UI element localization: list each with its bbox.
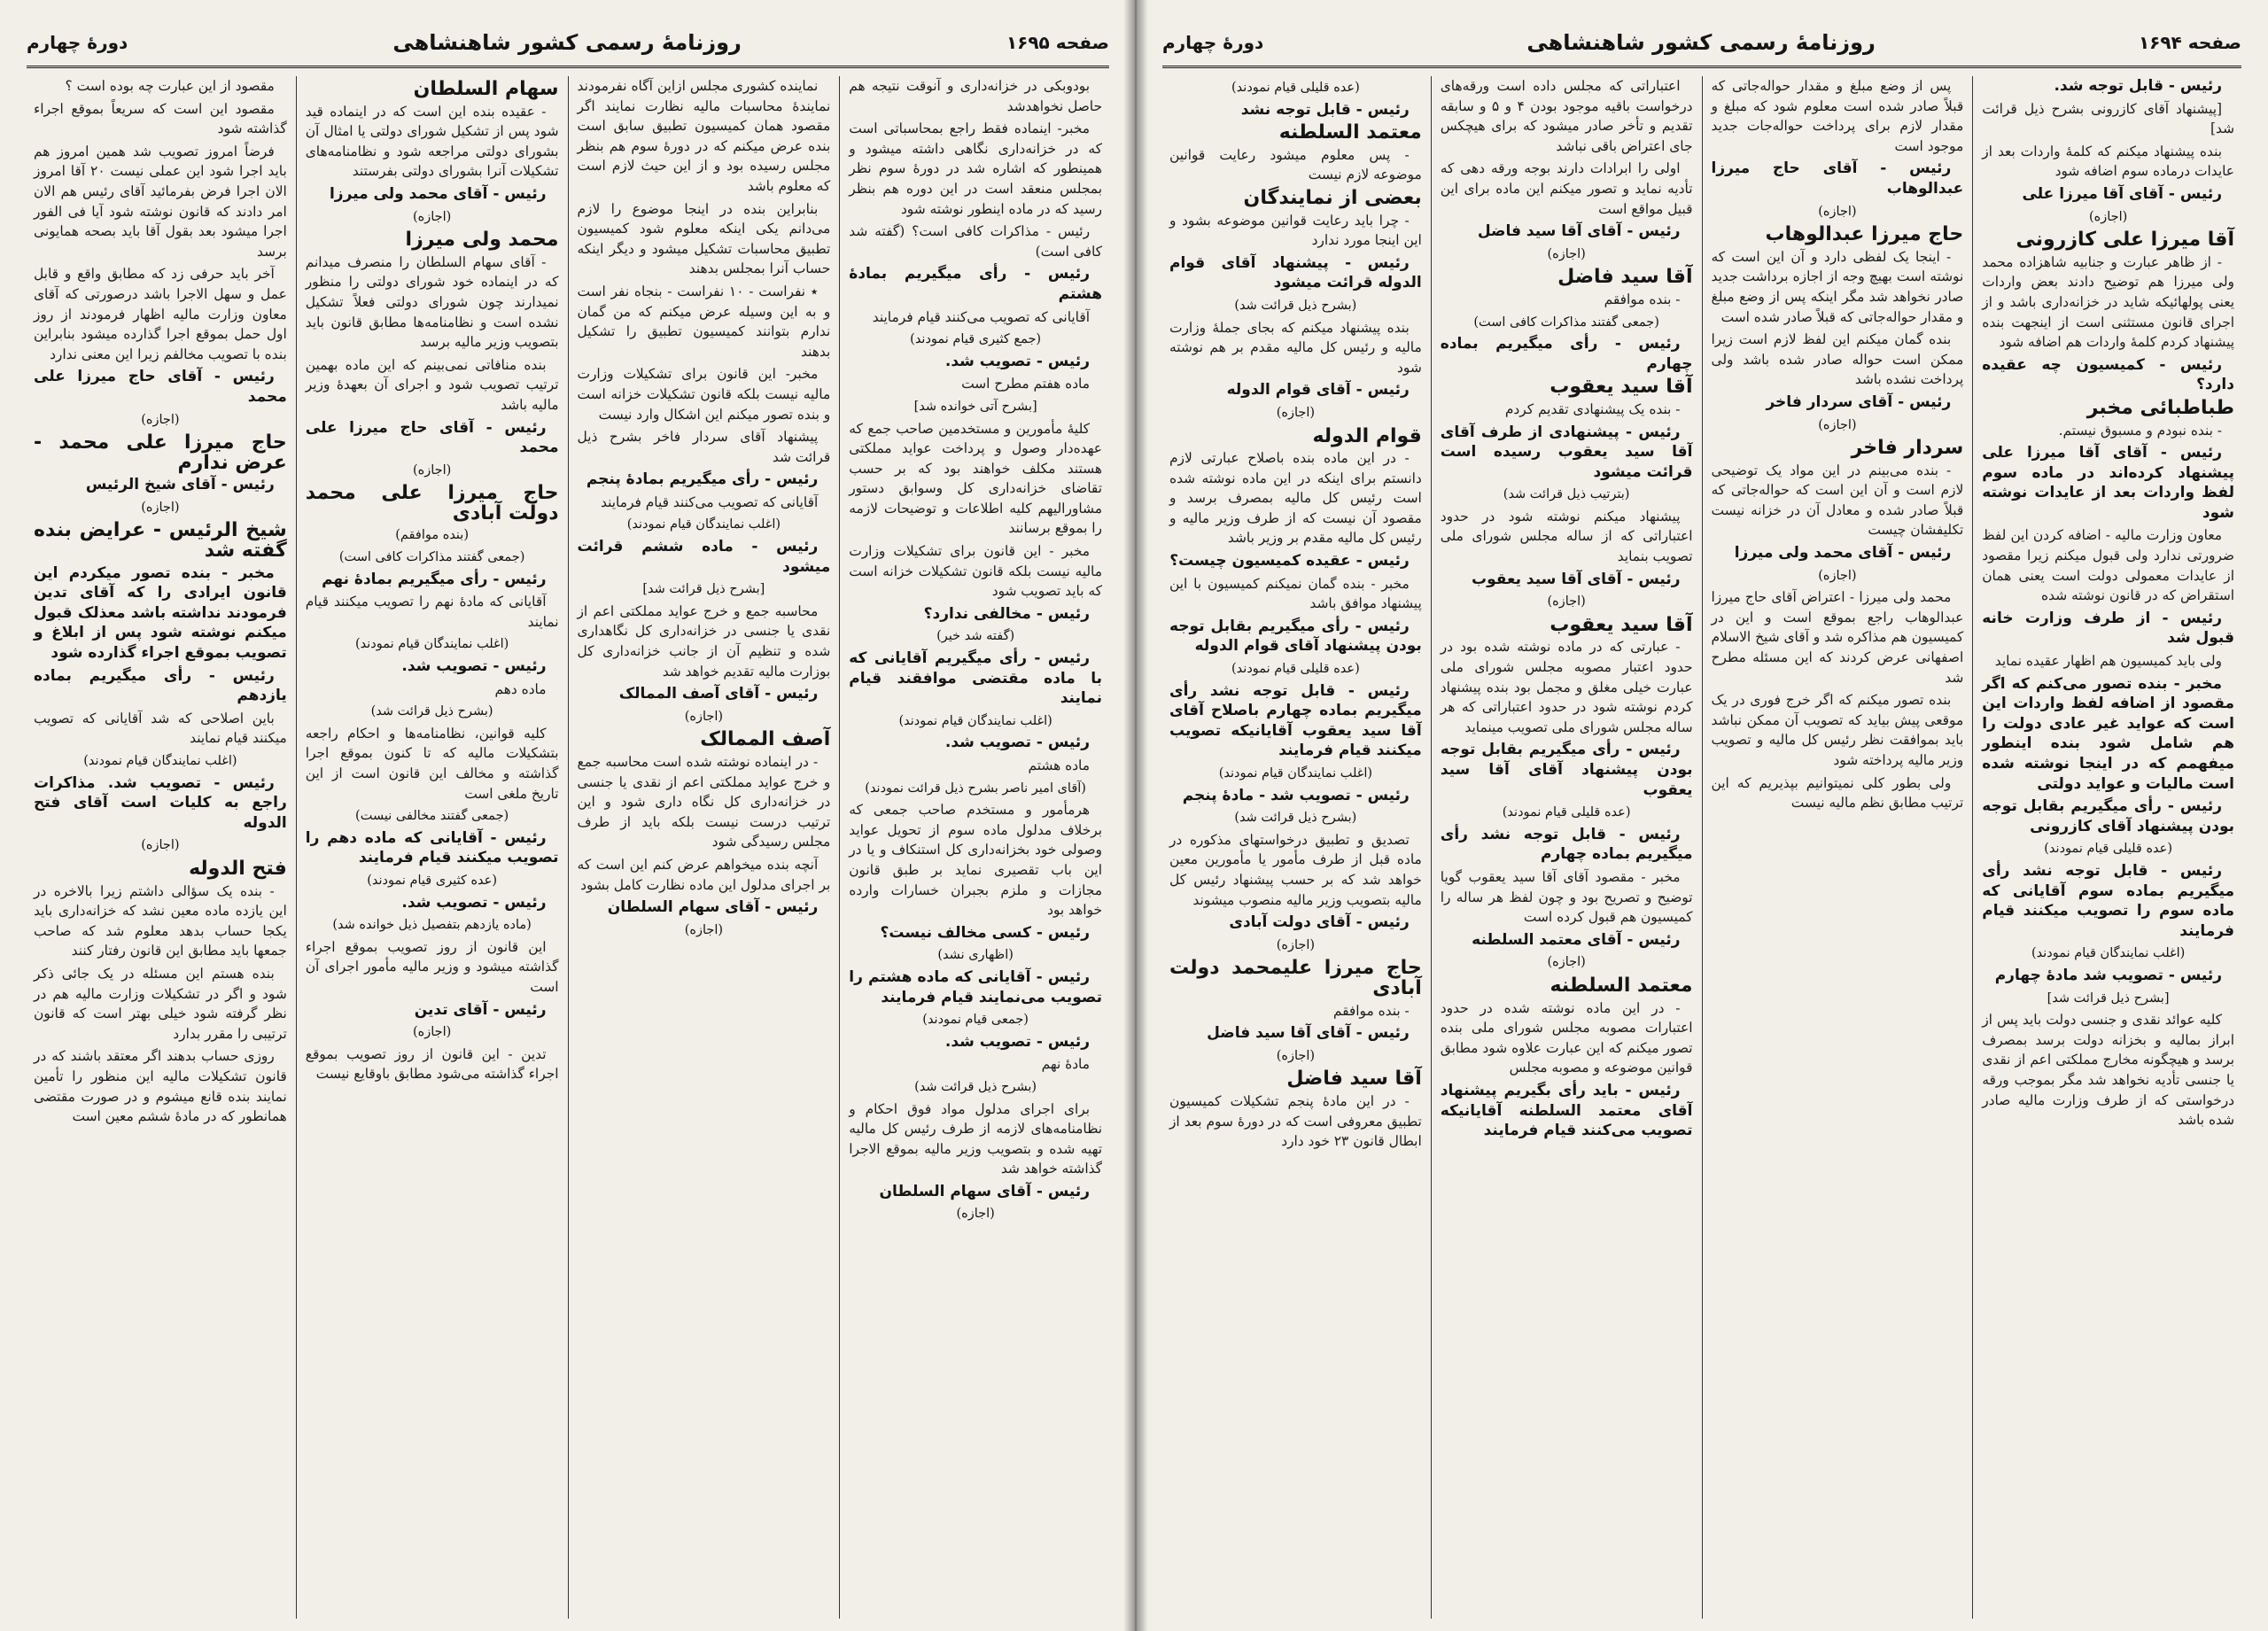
- page-number: صفحه ۱۶۹۴: [2138, 32, 2241, 53]
- speaker-line: رئیس - آقایانی که ماده هشتم را تصویب می‌نمایند قیام فرمایند: [849, 967, 1102, 1006]
- paragraph: [849, 733, 1102, 753]
- speaker-heading: معتمد السلطنه: [1550, 974, 1693, 997]
- speaker-line: رئیس - آقای محمد ولی میرزا: [1734, 544, 1952, 563]
- stage-note: (اجازه): [1276, 937, 1316, 952]
- paragraph: [1982, 609, 2234, 649]
- speaker-line: رئیس - آقای حاج میرزا علی محمد: [34, 368, 287, 406]
- text-column: [1161, 76, 1431, 1619]
- paragraph: بنابراین بنده در اینجا موضوع را لازم می‌دانم یکی اینکه معلوم شود کمیسیون تطبیق محاسبات تشکیل میشود و دیگر اینکه حساب آنرا بمجلس بدهند: [577, 200, 831, 277]
- speaker-line: رئیس - آقای قوام الدوله: [1226, 381, 1410, 400]
- paragraph: این قانون از روز تصویب بموقع اجراء گذاشته میشود و وزیر مالیه مأمور اجرای آن است: [305, 938, 559, 995]
- paragraph: [1982, 76, 2234, 97]
- stage-note: (اجازه): [1547, 955, 1586, 970]
- paragraph: - از ظاهر عبارت و جنابیه شاهزاده محمد ولی میرزا هم توضیح دادند بعض واردات یعنی پولهائیکه شاید در خزانه‌داری باشد و از اجرای قانون مستثنی است از اینجهت بنده پیشنهاد کردم کلمهٔ واردات هم اضافه شود: [1982, 253, 2234, 351]
- speaker-line: رئیس - کسی مخالف نیست؟: [880, 923, 1090, 942]
- paragraph: مقصود این است که سریعاً بموقع اجراء گذاشته شود: [34, 100, 287, 137]
- paragraph: [849, 604, 1102, 625]
- paragraph: کلیه عوائد نقدی و جنسی دولت باید پس از ابراز بمالیه و بخزانه دولت برسد بمصرف برسد و هیچگونه مخارج مملکتی اعم از نقدی یا جنسی تأدیه نخواهد شد مگر بموجب ورقه درخواستی که از طرف وزارت مالیه صادر شده باشد: [1982, 1012, 2234, 1129]
- paragraph: [1982, 674, 2234, 795]
- speaker-line: رئیس - باید رأی بگیریم پیشنهاد آقای معتمد السلطنه آقایانیکه تصویب می‌کنند قیام فرمایند: [1440, 1081, 1693, 1140]
- paragraph: روزی حساب بدهند اگر معتقد باشند که در قانون تشکیلات مالیه این منظور را تأمین نمایند بنده قانع میشوم و در صورت مقتضی همانطور که در مادهٔ ششم معین است: [34, 1048, 287, 1125]
- paragraph: [1441, 740, 1693, 800]
- paragraph: رئیس - مذاکرات کافی است؟ (گفته شد کافی است): [849, 223, 1102, 260]
- stage-note: (بشرح ذیل قرائت شد): [1234, 811, 1357, 826]
- speaker-heading: آقا سید فاضل: [1557, 266, 1693, 289]
- speaker-heading: حاج میرزا عبدالوهاب: [1765, 223, 1964, 246]
- speaker-line: رئیس - عقیده کمیسیون چیست؟: [1169, 552, 1410, 571]
- text-column: [839, 76, 1111, 1619]
- paragraph: آقایانی که تصویب می‌کنند قیام فرمایند: [872, 308, 1090, 325]
- paragraph: [849, 1032, 1102, 1052]
- stage-note: (اجازه): [1276, 405, 1316, 420]
- speaker-line: رئیس - آقای آقا میرزا علی: [2022, 184, 2222, 203]
- stage-note: (عده قلیلی قیام نمودند): [1231, 662, 1360, 677]
- paragraph: [34, 367, 287, 407]
- stage-note: (جمعی قیام نمودند): [922, 1013, 1029, 1028]
- paragraph: آقایانی که مادهٔ نهم را تصویب میکنند قیام نمایند: [305, 594, 559, 630]
- speaker-line: رئیس - تصویب شد.: [944, 734, 1090, 752]
- paragraph: ولی بطور کلی نمیتوانیم بپذیریم که این ترتیب مطابق نظم مالیه نیست: [1711, 774, 1964, 812]
- stage-note: (جمعی گفتند مذاکرات کافی است): [1473, 315, 1659, 330]
- paragraph: مخبر- این قانون برای تشکیلات وزارت مالیه نیست بلکه قانون تشکیلات خزانه است و بنده تصور میکنم این اشکال وارد نیست: [577, 366, 831, 423]
- paragraph: [1169, 913, 1422, 933]
- stage-note: (اجازه): [1276, 1048, 1316, 1063]
- stage-note: (بنده موافقم): [395, 528, 469, 543]
- speaker-heading: شیخ الرئیس - عرایض بنده گفته شد: [34, 519, 287, 563]
- speaker-heading: معتمد السلطنه: [1278, 121, 1422, 144]
- paragraph: کلیهٔ مأمورین و مستخدمین صاحب جمع که عهده‌دار وصول و پرداخت عواید مملکتی هستند مکلف خواهند بود که بر حسب تقاضای خزانه‌داری کل وسوابق دستور مشاورالیهم کلیه اطلاعات و توضیحات لازمه را بموقع برسانند: [849, 420, 1102, 537]
- text-column: [296, 76, 568, 1619]
- speaker-line: رئیس - آقای سهام السلطان: [879, 1182, 1090, 1200]
- right-columns: [1161, 76, 2243, 1619]
- text-column: [25, 76, 296, 1619]
- speaker-line: رئیس - تصویب شد مادهٔ چهارم: [1994, 966, 2222, 984]
- speaker-line: رئیس - رأی میگیریم بقابل توجه بودن پیشنهاد آقای کازرونی: [1982, 797, 2234, 835]
- speaker-line: رئیس - آقای شیخ الرئیس: [85, 476, 275, 494]
- book-gutter-shadow: [1123, 0, 1148, 1631]
- paragraph: [1169, 100, 1422, 120]
- paragraph: - بنده موافقم: [1604, 291, 1681, 307]
- paragraph: [1712, 543, 1964, 563]
- stage-note: (عده قلیلی قیام نمودند): [2044, 842, 2172, 857]
- speaker-line: رئیس - آقای آقا سید فاضل: [1477, 222, 1681, 241]
- paragraph: [1982, 443, 2234, 523]
- speaker-line: رئیس - پیشنهاد آقای قوام الدوله قرائت میشود: [1169, 253, 1422, 292]
- paragraph: [306, 570, 559, 590]
- paragraph: - اینجا یک لفظی دارد و آن این است که نوشته است بهیچ وجه از اجازه برداشت جدید صادر نخواهد شد مگر اینکه پس از وضع مبلغ و مقدار حواله‌جاتی که قبلاً صادر شده است: [1711, 248, 1964, 325]
- paragraph: [849, 1182, 1102, 1202]
- paragraph: [1441, 930, 1693, 951]
- paragraph: مقصود از این عبارت چه بوده است ؟: [65, 78, 275, 94]
- speaker-heading: آصف الممالک: [700, 728, 831, 751]
- paragraph: [1441, 570, 1693, 590]
- stage-note: (اجازه): [1547, 594, 1586, 610]
- paragraph: [1169, 617, 1422, 656]
- stage-note: [بشرح ذیل قرائت شد]: [2047, 990, 2170, 1006]
- speaker-line: رئیس - آقای دولت آبادی: [1229, 913, 1410, 932]
- speaker-line: رئیس - رأی میگیریم بماده یازدهم: [34, 666, 287, 705]
- paragraph: آخر باید حرفی زد که مطابق واقع و قابل عمل و سهل الاجرا باشد درصورتی که آقای معاون وزارت مالیه اظهار فرمودند از روز اول حمل بموقع اجرا گذارده میشود بنابراین بنده با تصویب مخالفم زیرا این معنی ندارد: [34, 266, 287, 362]
- paragraph: آقایانی که تصویب می‌کنند قیام فرمایند: [601, 493, 819, 510]
- paragraph: [34, 475, 287, 495]
- speaker-line: رئیس - آقای حاج میرزا علی محمد: [305, 418, 559, 457]
- stage-note: (جمعی گفتند مخالفی نیست): [355, 809, 509, 824]
- paragraph: [1441, 334, 1693, 374]
- speaker-line: رئیس - آقای آصف الممالک: [618, 685, 819, 703]
- gazette-title: روزنامهٔ رسمی کشور شاهنشاهی: [1526, 30, 1876, 55]
- stage-note: (بشرح ذیل قرائت شد): [914, 1079, 1037, 1094]
- speaker-line: رئیس - آقایانی که ماده دهم را تصویب میکنند قیام فرمایند: [305, 828, 559, 867]
- paragraph: - آقای سهام السلطان را منصرف میدانم که در اینماده خود شورای دولتی را منظور نمیدارند چون شورای دولتی فعلاً تشکیل نشده است و نظامنامه‌ها مطابق قانون باید بتصویب وزیر مالیه برسد: [305, 253, 559, 351]
- speaker-line: رئیس - پیشنهادی از طرف آقای آقا سید یعقوب رسیده است قرائت میشود: [1440, 423, 1693, 481]
- speaker-heading: سهام السلطان: [413, 78, 559, 100]
- paragraph: [578, 470, 831, 490]
- paragraph: اعتباراتی که مجلس داده است ورقه‌های درخواست باقیه موجود بودن ۴ و ۵ و سابقه تقدیم و تأخر صادر میشود که برای هیچکس جای اعتراض باقی نباشد: [1440, 78, 1693, 154]
- stage-note: (اجازه): [412, 462, 452, 478]
- stage-note: (عده قلیلی قیام نمودند): [1231, 81, 1360, 95]
- speaker-line: رئیس - قابل توجه نشد: [1240, 100, 1410, 119]
- speaker-line: رئیس - مخالفی ندارد؟: [923, 604, 1090, 623]
- stage-note: (بشرح ذیل قرائت شد): [370, 704, 493, 719]
- paragraph: [578, 684, 831, 704]
- paragraph: مخبر - مقصود آقای آقا سید یعقوب گویا توضیح و تصریح بود و چون لفظ هر ساله را کمیسیون هم قبول کرده است: [1440, 868, 1693, 926]
- text-column: [1431, 76, 1702, 1619]
- speaker-line: رئیس - آقای آقا سید یعقوب: [1472, 570, 1681, 588]
- paragraph: بنده تصور میکنم که اگر خرج فوری در یک موقعی پیش بیاید که تصویب آن ممکن نباشد باید بموافقت نظر رئیس کل مالیه و تصویب وزیر مالیه پرداخته شود: [1711, 692, 1964, 768]
- paragraph: [1982, 355, 2234, 395]
- paragraph: [1441, 1081, 1693, 1141]
- paragraph: ٭ نفراست - ۱۰ نفراست - بنجاه نفر است و به این وسیله عرض میکنم که من گمان ندارم بتوانند کمیسیون تطبیق را تشکیل بدهند: [577, 283, 831, 360]
- speaker-heading: آقا سید یعقوب: [1550, 376, 1693, 399]
- paragraph: - بنده موافقم: [1332, 1002, 1410, 1019]
- paragraph: - در این ماده بنده باصلاح عبارتی لازم دانستم برای اینکه در این ماده نوشته شده است رئیس کل مالیه بمصرف برسد و مقصود آن نیست که از طرف وزیر مالیه و رئیس کل مالیه مقدم بر وزیر باشد: [1169, 450, 1422, 547]
- left-masthead: [27, 19, 1109, 68]
- paragraph: باین اصلاحی که شد آقایانی که تصویب میکنند قیام نمایند: [34, 710, 287, 747]
- paragraph: بنده پیشنهاد میکنم که بجای جملهٔ وزارت مالیه و رئیس کل مالیه مقدم بر هم نوشته شود: [1169, 319, 1422, 376]
- speaker-line: رئیس - رأی میگیریم بمادهٔ پنجم: [586, 470, 819, 489]
- paragraph: [849, 649, 1102, 709]
- paragraph: هرمأمور و مستخدم صاحب جمعی که برخلاف مدلول ماده سوم از تحویل عواید وصولی خود بخزانه‌داری کل استنکاف و یا در این باب تقصیری نماید بر طبق قانون مجازات و ملزم بجبران خسارات وارده خواهد بود: [849, 802, 1102, 919]
- paragraph: [1169, 380, 1422, 400]
- gazette-title: روزنامهٔ رسمی کشور شاهنشاهی: [392, 30, 742, 55]
- paragraph: [306, 656, 559, 677]
- paragraph: بنده پیشنهاد میکنم که کلمهٔ واردات بعد از عایدات درماده سوم اضافه شود: [1982, 143, 2234, 180]
- text-column: [568, 76, 840, 1619]
- paragraph: [1982, 184, 2234, 205]
- stage-note: (اجازه): [1547, 246, 1586, 261]
- speaker-heading: حاج میرزا علی محمد دولت آبادی: [305, 482, 559, 524]
- paragraph: بنده منافاتی نمی‌بینم که این ماده بهمین ترتیب تصویب شود و اجرای آن بعهدهٔ وزیر مالیه باشد: [305, 356, 559, 413]
- paragraph: مخبر - بنده گمان نمیکنم کمیسیون با این پیشنهاد موافق باشد: [1169, 575, 1422, 612]
- speaker-heading: محمد ولی میرزا: [405, 229, 559, 252]
- paragraph: - بنده یک پیشنهادی تقدیم کردم: [1504, 400, 1681, 417]
- right-masthead: [1162, 19, 2241, 68]
- paragraph: ماده هفتم مطرح است: [961, 376, 1090, 392]
- speaker-line: رئیس - تصویب شد.: [944, 1032, 1090, 1051]
- stage-note: (اغلب نمایندگان قیام نمودند): [354, 637, 509, 652]
- speaker-line: رئیس - رأی میگیریم بقابل توجه بودن پیشنهاد آقای قوام الدوله: [1169, 617, 1422, 656]
- stage-note: [بشرح آتی خوانده شد]: [913, 399, 1037, 414]
- paragraph: - عقیده بنده این است که در اینماده قید شود پس از تشکیل شورای دولتی یا امثال آن بشورای دولتی مراجعه شود و نظامنامه‌های تشکیلات آنرا بشورای دولتی بفرستند: [305, 103, 559, 180]
- stage-note: (اجازه): [141, 412, 180, 427]
- paragraph: بنده گمان میکنم این لفظ لازم است زیرا ممکن است حواله صادر شده باشد ولی پرداخت نشده باشد: [1711, 331, 1964, 388]
- paragraph: تصدیق و تطبیق درخواستهای مذکوره در ماده قبل از طرف مأمور یا مأمورین معین خواهد شد که بر حسب پیشنهاد رئیس کل مالیه بتصویب وزیر مالیه منصوب میشوند: [1169, 831, 1422, 908]
- paragraph: - بنده می‌بینم در این مواد یک توضیحی لازم است و آن این است که حواله‌جاتی که قبلاً صادر شده و معادل آن در خزانه نیست تکلیفشان چیست: [1711, 462, 1964, 539]
- speaker-line: رئیس - تصویب شد. مذاکرات راجع به کلیات است آقای فتح الدوله: [34, 773, 287, 832]
- paragraph: [34, 563, 287, 664]
- speaker-line: رئیس - تصویب شد.: [401, 657, 547, 676]
- speaker-line: رئیس - قابل توجه نشد رأی میگیریم بماده سوم آقایانی که ماده سوم را تصویب میکنند قیام فرمایند: [1982, 861, 2234, 940]
- speaker-heading: آقا سید یعقوب: [1550, 613, 1693, 636]
- paragraph: [849, 923, 1102, 944]
- session-period: دورهٔ چهارم: [27, 32, 128, 53]
- stage-note: (عده قلیلی قیام نمودند): [1502, 805, 1631, 820]
- paragraph: [849, 352, 1102, 372]
- stage-note: (اغلب نمایندگان قیام نمودند): [2031, 946, 2186, 961]
- speaker-line: مخبر - بنده تصور میکردم این قانون ایرادی را که آقای تدین فرمودند نداشته باشد معذلک قبول میکنم نوشته شود پس از ابلاغ و تصویب بموقع اجراء گذارده شود: [34, 563, 287, 663]
- stage-note: (جمع کثیری قیام نمودند): [910, 332, 1042, 347]
- stage-note: (اجازه): [956, 1207, 995, 1222]
- speaker-line: رئیس - رأی میگیریم بماده چهارم: [1440, 335, 1693, 373]
- speaker-heading: بعضی از نمایندگان: [1243, 186, 1422, 209]
- paragraph: - در این مادهٔ پنجم تشکیلات کمیسیون تطبیق معروفی است که در دورهٔ سوم بعد از ابطال قانون ۲۳ خود دارد: [1169, 1092, 1422, 1150]
- paragraph: [1982, 861, 2234, 941]
- stage-note: (اجازه): [1818, 204, 1857, 219]
- speaker-line: رئیس - رأی میگیریم بمادهٔ نهم: [322, 570, 547, 588]
- stage-note: (اجازه): [141, 838, 180, 853]
- paragraph: - در اینماده نوشته شده است محاسبه جمع و خرج عواید مملکتی اعم از نقدی یا جنسی در خزانه‌داری کل نگاه داری شود و این ترتیب درست نیست بلکه باید از طرف مجلس رسیدگی شود: [577, 754, 831, 850]
- stage-note: (عده کثیری قیام نمودند): [367, 873, 497, 888]
- paragraph: [1441, 825, 1693, 865]
- stage-note: (اغلب نمایندگان قیام نمودند): [626, 517, 781, 532]
- stage-note: (اجازه): [1818, 568, 1857, 583]
- paragraph: - چرا باید رعایت قوانین موضوعه بشود و این اینجا مورد ندارد: [1169, 212, 1422, 249]
- stage-note: (بترتیب ذیل قرائت شد): [1503, 487, 1630, 502]
- paragraph: پس از وضع مبلغ و مقدار حواله‌جاتی که قبلاً صادر شده است معلوم شود که مبلغ و مقدار لازم برای پرداخت حواله‌جات جدید موجود است: [1711, 78, 1964, 154]
- speaker-line: رئیس - تصویب شد - مادهٔ پنجم: [1182, 786, 1410, 804]
- left-columns: [25, 76, 1111, 1619]
- speaker-heading: سردار فاخر: [1851, 437, 1964, 460]
- stage-note: (اجازه): [2088, 209, 2128, 224]
- speaker-line: رئیس - رأی میگیریم بمادهٔ هشتم: [849, 265, 1102, 303]
- paragraph: پیشنهاد میکنم نوشته شود در حدود اعتباراتی که از ساله مجلس شورای ملی تصویب بنماید: [1440, 508, 1693, 565]
- stage-note: (اغلب نمایندگان قیام نمودند): [898, 713, 1052, 728]
- speaker-line: رئیس - کمیسیون چه عقیده دارد؟: [1982, 355, 2234, 394]
- paragraph: فرضاً امروز تصویب شد همین امروز هم باید اجرا شود این عملی نیست ۲۰ آقا امروز الان اجرا فرض بفرمائید آقای رئیس هم الان امر دادند که قانون نوشته شود آیا فی الفور اجرا میشود بعد بقول آقا باید بصحه همایونی برسد: [34, 143, 287, 260]
- paragraph: آنچه بنده میخواهم عرض کنم این است که بر اجرای مدلول این ماده نظارت کامل بشود: [577, 856, 831, 893]
- stage-note: (اغلب نمایندگان قیام نمودند): [1218, 766, 1373, 781]
- paragraph: نماینده کشوری مجلس ازاین آگاه نفرمودند نمایندهٔ محاسبات مالیه نظارت نمایند اگر مقصود همان کمیسیون تطبیق سابق است بنده عرض میکنم که در دورهٔ سوم هم بنظر مجلس رسیده بود و از این حیث لازم است که معلوم باشد: [577, 78, 831, 194]
- speaker-heading: آقا سید فاضل: [1286, 1068, 1422, 1091]
- speaker-line: رئیس - آقای سهام السلطان: [607, 898, 819, 917]
- paragraph: ولی باید کمیسیون هم اظهار عقیده نماید: [1994, 653, 2222, 670]
- paragraph: پیشنهاد آقای سردار فاخر بشرح ذیل قرائت شد: [577, 429, 831, 465]
- speaker-line: رئیس - قابل توجه شد.: [2054, 77, 2222, 95]
- paragraph: ماده هشتم: [1028, 757, 1090, 773]
- paragraph: [1982, 796, 2234, 836]
- speaker-line: مخبر - بنده تصور می‌کنم که اگر مقصود از اضافه لفظ واردات این است که عواید غیر عادی دولت را هم شامل شود بنده اینطور میفهمم که در اینجا نوشته شده است مالیات و عواید دولتی: [1982, 674, 2234, 793]
- paragraph: [1982, 966, 2234, 986]
- stage-note: (گفته شد خیر): [936, 629, 1015, 644]
- paragraph: [1169, 786, 1422, 806]
- paragraph: ماده دهم: [494, 680, 547, 697]
- stage-note: (اظهاری نشد): [937, 948, 1014, 963]
- paragraph: [578, 897, 831, 918]
- stage-note: (اجازه): [684, 922, 724, 937]
- paragraph: - پس معلوم میشود رعایت قوانین موضوعه لازم نیست: [1169, 146, 1422, 183]
- paragraph: [1712, 392, 1964, 413]
- speaker-line: رئیس - از طرف وزارت خانه قبول شد: [1982, 609, 2234, 648]
- speaker-line: رئیس - آقای محمد ولی میرزا: [329, 184, 547, 203]
- paragraph: برای اجرای مدلول مواد فوق احکام و نظامنامه‌های لازمه از طرف رئیس کل مالیه تهیه شده و بتصویب وزیر مالیه بموقع الاجرا گذاشته خواهد شد: [849, 1100, 1102, 1177]
- paragraph: [34, 666, 287, 706]
- session-period: دورهٔ چهارم: [1162, 32, 1264, 53]
- paragraph: تدین - این قانون از روز تصویب بموقع اجراء گذاشته می‌شود مطابق باوقایع نیست: [305, 1045, 559, 1083]
- paragraph: [849, 967, 1102, 1007]
- speaker-line: رئیس - آقای سردار فاخر: [1766, 392, 1952, 411]
- paragraph: [306, 893, 559, 913]
- stage-note: (اجازه): [1818, 417, 1857, 432]
- speaker-line: رئیس - آقای معتمد السلطنه: [1472, 930, 1681, 949]
- speaker-heading: طباطبائی مخبر: [2086, 396, 2234, 419]
- speaker-line: رئیس - آقای آقا میرزا علی پیشنهاد کرده‌اند در ماده سوم لفظ واردات بعد از عایدات نوشته شود: [1982, 444, 2234, 522]
- paragraph: [1169, 1023, 1422, 1044]
- speaker-line: رئیس - رأی میگیریم بقابل توجه بودن پیشنهاد آقای آقا سید یعقوب: [1440, 741, 1693, 799]
- paragraph: [1169, 681, 1422, 761]
- paragraph: [578, 537, 831, 577]
- paragraph: کلیه قوانین، نظامنامه‌ها و احکام راجعه بتشکیلات مالیه که تا کنون بموقع اجرا گذاشته و مخالف این قانون است از این تاریخ ملغی است: [305, 725, 559, 802]
- paragraph: - عبارتی که در ماده نوشته شده بود در حدود اعتبار مصوبه مجلس شورای ملی عبارت خیلی مغلق و مجمل بود بنده پیشنهاد کردم نوشته شود در حدود اعتباراتی که هر ساله مجلس شورای ملی تصویب مینماید: [1440, 639, 1693, 735]
- paragraph: - در این ماده نوشته شده در حدود اعتبارات مصوبه مجلس شورای ملی بنده تصور میکنم که این عبارت علاوه شود مطابق قوانین موضوعه و مصوبه مجلس: [1440, 999, 1693, 1076]
- speaker-line: رئیس - آقای آقا سید فاضل: [1207, 1024, 1410, 1043]
- speaker-line: رئیس - قابل توجه نشد رأی میگیریم بماده چهارم: [1440, 825, 1693, 864]
- speaker-line: رئیس - ماده ششم قرائت میشود: [577, 538, 831, 576]
- stage-note: (اجازه): [684, 709, 724, 724]
- paragraph: مادهٔ نهم: [1041, 1056, 1090, 1073]
- speaker-heading: حاج میرزا علی محمد - عرض ندارم: [34, 431, 287, 474]
- paragraph: محاسبه جمع و خرج عواید مملکتی اعم از نقدی یا جنسی در خزانه‌داری کل نگاهداری شده و تنظیم آن از جانب خزانه‌داری کل بوزارت مالیه تقدیم خواهد شد: [577, 602, 831, 680]
- page-number: صفحه ۱۶۹۵: [1006, 32, 1109, 53]
- paragraph: [پیشنهاد آقای کازرونی بشرح ذیل قرائت شد]: [1982, 100, 2234, 137]
- stage-note: [بشرح ذیل قرائت شد]: [642, 582, 765, 597]
- paragraph: [1441, 423, 1693, 483]
- paragraph: [34, 773, 287, 834]
- stage-note: (آقای امیر ناصر بشرح ذیل قرائت نمودند): [865, 781, 1086, 796]
- speaker-heading: حاج میرزا علیمحمد دولت آبادی: [1169, 957, 1422, 999]
- paragraph: - بنده نبودم و مسبوق نیستم.: [2058, 422, 2222, 439]
- stage-note: (ماده یازدهم بتفصیل ذیل خوانده شد): [332, 918, 532, 933]
- speaker-line: رئیس - آقای حاج میرزا عبدالوهاب: [1711, 159, 1964, 198]
- paragraph: [306, 184, 559, 205]
- paragraph: محمد ولی میرزا - اعتراض آقای حاج میرزا عبدالوهاب راجع بموقع است و این در کمیسیون هم مذاکره شد و آقای شیخ الاسلام اصفهانی عرض کردند که این مسئله مطرح شد: [1711, 589, 1964, 686]
- speaker-heading: فتح الدوله: [189, 857, 287, 880]
- paragraph: [1441, 221, 1693, 242]
- stage-note: (بشرح ذیل قرائت شد): [1234, 298, 1357, 313]
- text-column: [1702, 76, 1973, 1619]
- text-column: [1972, 76, 2243, 1619]
- speaker-heading: آقا میرزا علی کازرونی: [2016, 229, 2234, 252]
- paragraph: - بنده یک سؤالی داشتم زیرا بالاخره در این یازده ماده معین نشد که خزانه‌داری باید یکجا حساب بدهد معلوم شد که صاحب جمعها باید مطابق این قانون رفتار کنند: [34, 882, 287, 959]
- paragraph: مخبر - این قانون برای تشکیلات وزارت مالیه نیست بلکه قانون تشکیلات خزانه است که باید تصویب شود: [849, 543, 1102, 600]
- paragraph: بودوبکی در خزانه‌داری و آنوقت نتیجه هم حاصل نخواهدشد: [849, 78, 1102, 114]
- paragraph: بنده هستم این مسئله در یک جائی ذکر شود و اگر در تشکیلات وزارت مالیه هم در نظر گرفته شود خیلی بهتر است که قانون ترتیبی را مقرر بدارد: [34, 965, 287, 1042]
- stage-note: (اغلب نمایندگان قیام نمودند): [83, 754, 237, 768]
- paragraph: [306, 1000, 559, 1021]
- paragraph: [306, 418, 559, 458]
- paragraph: [849, 264, 1102, 304]
- paragraph: مخبر- اینماده فقط راجع بمحاسباتی است که در خزانه‌داری نگاهی داشته میشود و همینطور که اشاره شد در دورهٔ سوم نظر بمجلس منعقد است در این دوره هم بنظر رسید که در ماده اینطور نوشته شود: [849, 120, 1102, 217]
- paragraph: [1712, 159, 1964, 198]
- speaker-line: رئیس - قابل توجه نشد رأی میگیریم بماده چهارم باصلاح آقای آقا سید یعقوب آقایانیکه تصویب میکنند قیام فرمایند: [1169, 681, 1422, 760]
- paragraph: معاون وزارت مالیه - اضافه کردن این لفظ ضرورتی ندارد ولی قبول میکنم زیرا مقصود از عایدات معمولی دولت است یعنی همان استقراض که در قانون نوشته شده: [1982, 527, 2234, 604]
- paragraph: [306, 828, 559, 868]
- speaker-line: رئیس - رأی میگیریم آقایانی که با ماده مقتضی موافقند قیام نمایند: [849, 649, 1102, 708]
- paragraph: اولی را ابرادات دارند بوجه ورقه دهی که تأدیه نماید و تصور میکنم این ماده برای این قبیل مواقع است: [1440, 160, 1693, 217]
- right-newspaper-page: [1136, 0, 2268, 1631]
- paragraph: [1169, 253, 1422, 293]
- stage-note: (اجازه): [141, 500, 180, 515]
- stage-note: (جمعی گفتند مذاکرات کافی است): [338, 550, 525, 565]
- paragraph: [1169, 551, 1422, 571]
- stage-note: (اجازه): [412, 209, 452, 224]
- stage-note: (اجازه): [412, 1025, 452, 1040]
- speaker-line: رئیس - تصویب شد.: [401, 893, 547, 912]
- speaker-line: رئیس - تصویب شد.: [944, 352, 1090, 370]
- speaker-line: رئیس - آقای تدین: [414, 1000, 547, 1019]
- speaker-heading: قوام الدوله: [1312, 424, 1422, 447]
